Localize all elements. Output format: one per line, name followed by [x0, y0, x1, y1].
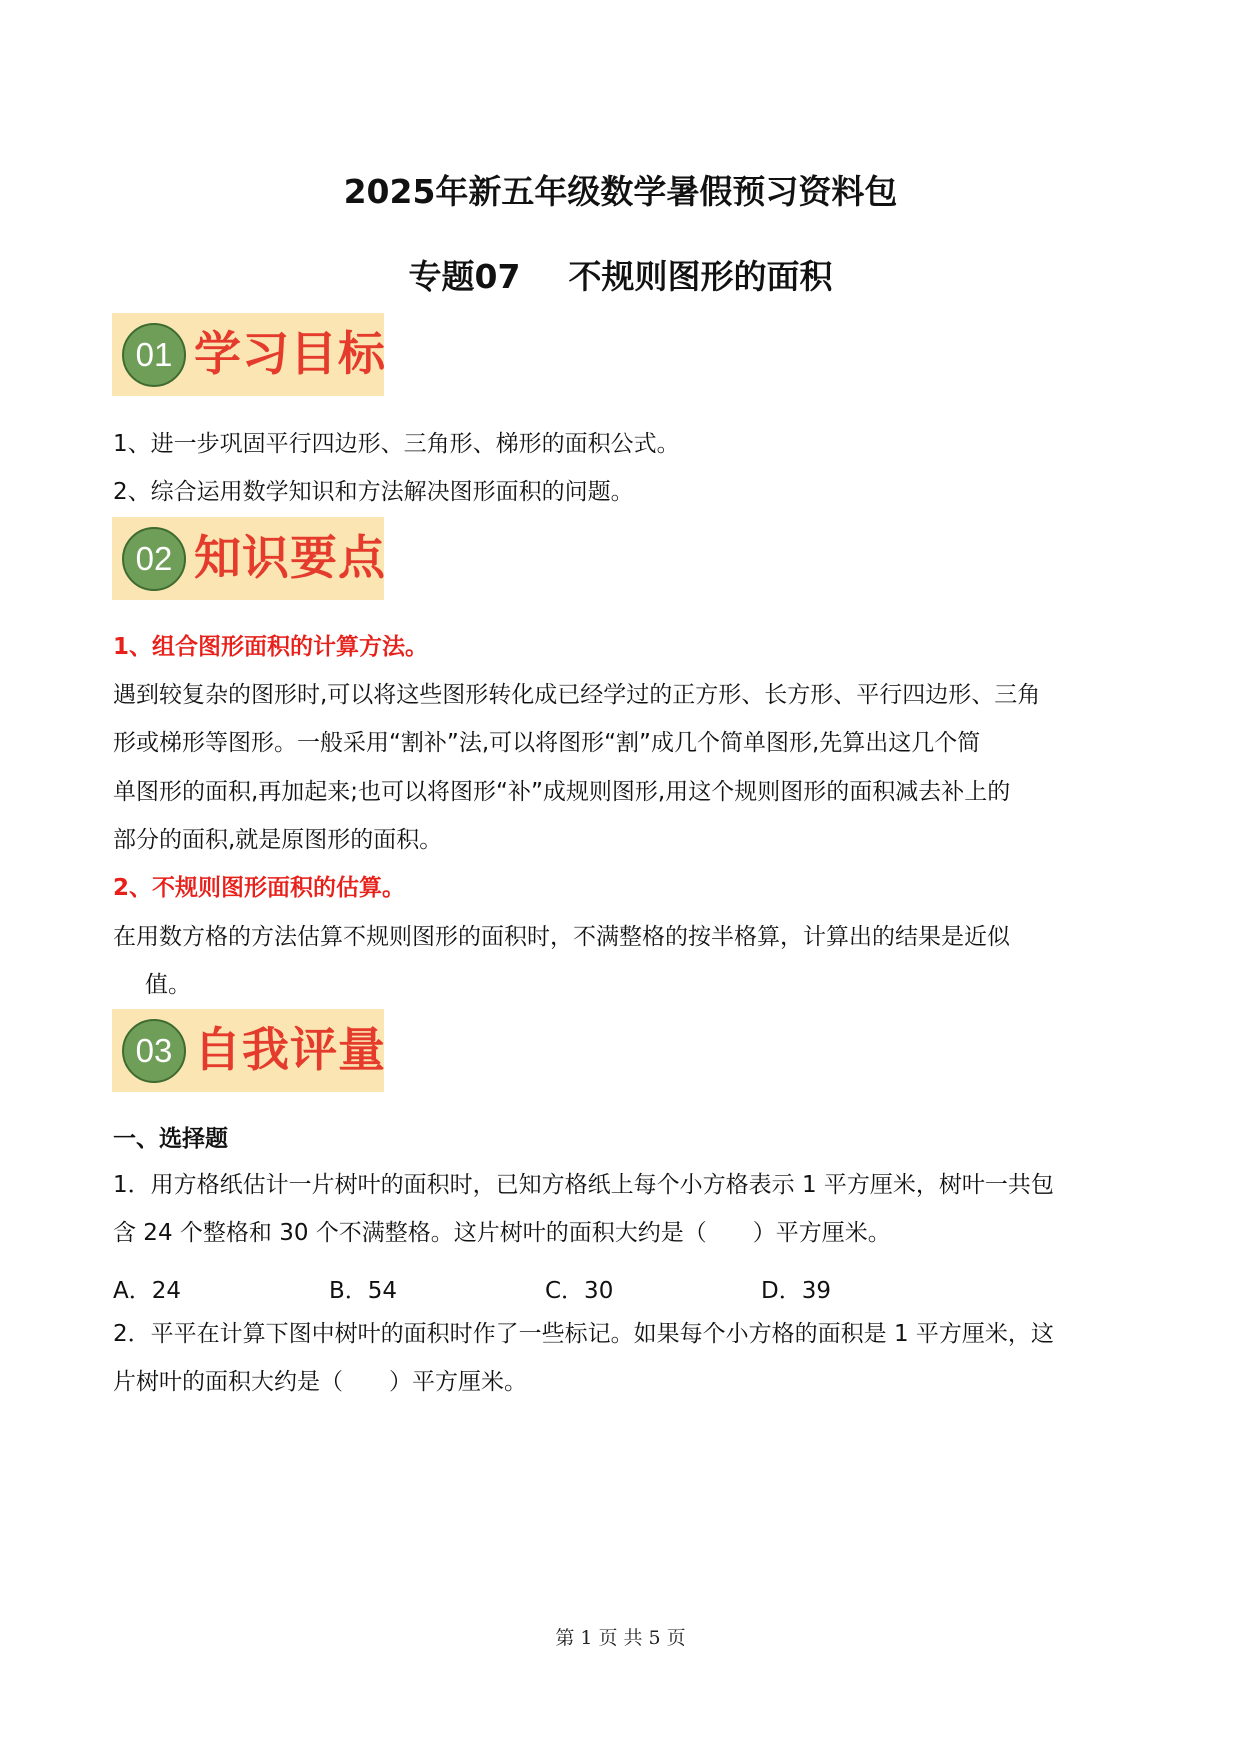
- question-2-text: 片树叶的面积大约是（ ）平方厘米。: [113, 1369, 527, 1395]
- section-label: 知识要点: [194, 531, 386, 586]
- question-2-text: 2．平平在计算下图中树叶的面积时作了一些标记。如果每个小方格的面积是 1 平方厘米，这: [113, 1321, 1054, 1347]
- topic-name: 不规则图形的面积: [568, 257, 833, 296]
- knowledge-text: 单图形的面积,再加起来;也可以将图形“补”成规则图形,用这个规则图形的面积减去补上的: [113, 779, 1011, 805]
- question-1-text: 含 24 个整格和 30 个不满整格。这片树叶的面积大约是（ ）平方厘米。: [113, 1220, 891, 1246]
- option-c: C．30: [545, 1278, 614, 1304]
- section-number: 02: [122, 527, 186, 591]
- objective-item: 2、综合运用数学知识和方法解决图形面积的问题。: [113, 479, 634, 505]
- document-title: 2025年新五年级数学暑假预习资料包: [343, 172, 898, 211]
- section-badge-knowledge: [112, 517, 384, 600]
- section-badge-objectives: [112, 313, 384, 396]
- knowledge-heading-1: 1、组合图形面积的计算方法。: [113, 634, 429, 660]
- question-1-options: [113, 1276, 1013, 1306]
- section-number: 01: [122, 323, 186, 387]
- section-label: 学习目标: [194, 327, 386, 382]
- section-number: 03: [122, 1019, 186, 1083]
- objective-item: 1、进一步巩固平行四边形、三角形、梯形的面积公式。: [113, 431, 680, 457]
- option-d: D．39: [761, 1278, 831, 1304]
- topic-title: [0, 251, 1241, 298]
- exercise-section-title: 一、选择题: [113, 1126, 228, 1152]
- topic-number: 专题07: [408, 257, 521, 296]
- knowledge-heading-2: 2、不规则图形面积的估算。: [113, 875, 406, 901]
- question-1-text: 1．用方格纸估计一片树叶的面积时，已知方格纸上每个小方格表示 1 平方厘米，树叶一共包: [113, 1172, 1054, 1198]
- knowledge-text: 遇到较复杂的图形时,可以将这些图形转化成已经学过的正方形、长方形、平行四边形、三角: [113, 682, 1041, 708]
- option-b: B．54: [329, 1278, 398, 1304]
- section-badge-self-assessment: [112, 1009, 384, 1092]
- page-number: 第 1 页 共 5 页: [555, 1627, 686, 1649]
- knowledge-text: 部分的面积,就是原图形的面积。: [113, 827, 443, 853]
- section-label: 自我评量: [194, 1023, 386, 1078]
- knowledge-text: 值。: [145, 972, 191, 998]
- knowledge-text: 在用数方格的方法估算不规则图形的面积时，不满整格的按半格算，计算出的结果是近似: [113, 924, 1010, 950]
- knowledge-text: 形或梯形等图形。一般采用“割补”法,可以将图形“割”成几个简单图形,先算出这几个简: [113, 730, 981, 756]
- option-a: A．24: [113, 1278, 182, 1304]
